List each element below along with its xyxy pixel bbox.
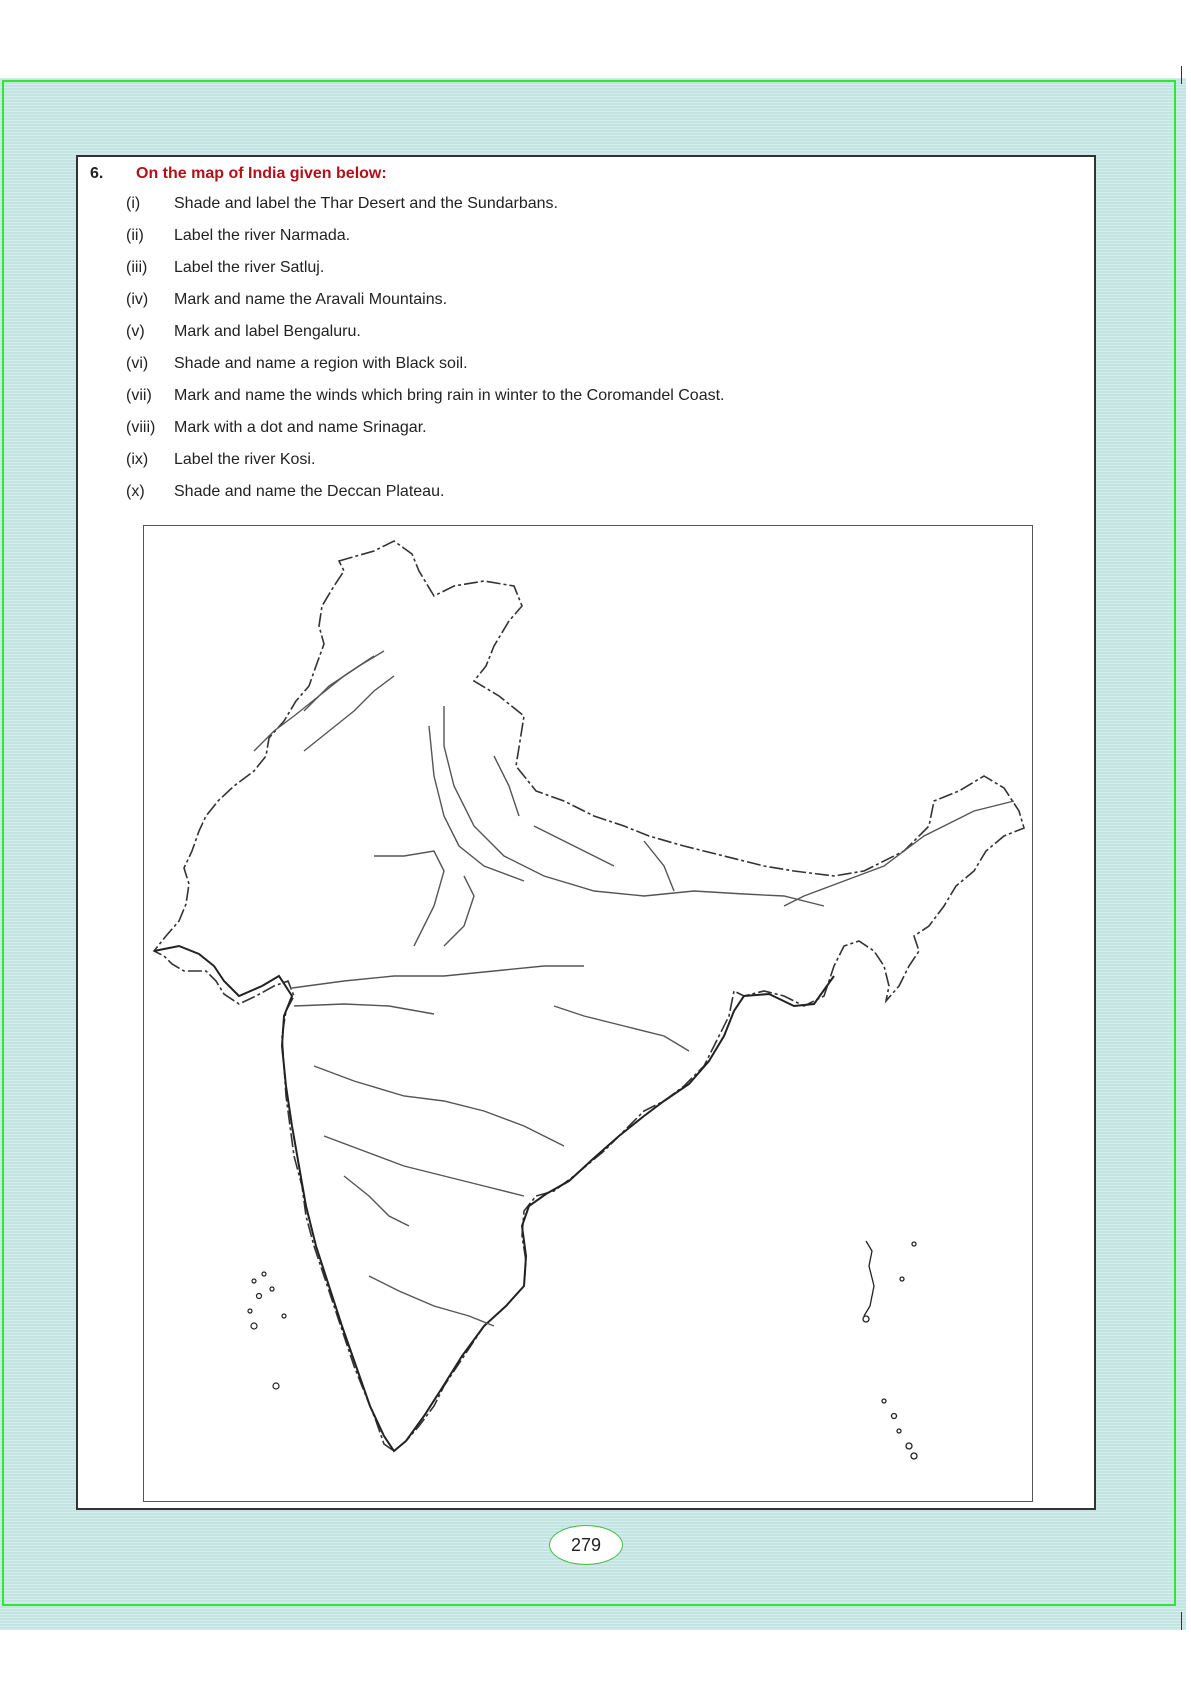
river-tungabhadra xyxy=(344,1176,409,1226)
item-text: Shade and name the Deccan Plateau. xyxy=(174,483,445,500)
river-satluj xyxy=(304,676,394,751)
river-kosi xyxy=(644,841,674,891)
item-text: Mark and name the winds which bring rain in winter to the Coromandel Coast. xyxy=(174,387,725,404)
page-number: 279 xyxy=(549,1525,623,1565)
question-number: 6. xyxy=(90,165,104,182)
item-text: Mark and name the Aravali Mountains. xyxy=(174,291,448,308)
item-text: Label the river Narmada. xyxy=(174,227,351,244)
river-godavari xyxy=(314,1066,564,1146)
item-text: Label the river Satluj. xyxy=(174,259,325,276)
river-ganga xyxy=(444,706,824,906)
river-ghaghara xyxy=(534,826,614,866)
item-text: Mark and label Bengaluru. xyxy=(174,323,361,340)
india-map-drawing xyxy=(144,526,1032,1501)
river-yamuna xyxy=(429,726,524,881)
item-number: (iii) xyxy=(126,259,148,276)
item-number: (viii) xyxy=(126,419,156,436)
item-number: (i) xyxy=(126,195,141,212)
india-outline-map xyxy=(143,525,1033,1502)
item-number: (ix) xyxy=(126,451,149,468)
rivers xyxy=(254,651,1014,1326)
river-tapi xyxy=(294,1004,434,1014)
lakshadweep-islands xyxy=(248,1272,286,1389)
item-text: Shade and name a region with Black soil. xyxy=(174,355,468,372)
river-chambal xyxy=(374,851,444,946)
river-son xyxy=(444,876,474,946)
item-number: (x) xyxy=(126,483,145,500)
item-number: (ii) xyxy=(126,227,144,244)
item-text: Mark with a dot and name Srinagar. xyxy=(174,419,427,436)
question-card xyxy=(76,155,1096,1510)
river-jhelum xyxy=(304,651,384,711)
question-prompt: On the map of India given below: xyxy=(136,165,387,182)
item-number: (iv) xyxy=(126,291,149,308)
crop-mark-top xyxy=(1181,66,1182,84)
river-upper-ganga xyxy=(494,756,519,816)
river-kaveri xyxy=(369,1276,494,1326)
river-mahanadi xyxy=(554,1006,689,1051)
question-header xyxy=(90,165,387,183)
item-number: (vii) xyxy=(126,387,152,404)
india-coastline xyxy=(154,946,834,1451)
river-narmada xyxy=(292,966,584,988)
item-number: (v) xyxy=(126,323,145,340)
item-text: Label the river Kosi. xyxy=(174,451,316,468)
andaman-nicobar-islands xyxy=(863,1241,917,1459)
item-number: (vi) xyxy=(126,355,149,372)
item-text: Shade and label the Thar Desert and the Sundarbans. xyxy=(174,195,558,212)
river-krishna xyxy=(324,1136,524,1196)
crop-mark-bottom xyxy=(1181,1612,1182,1630)
